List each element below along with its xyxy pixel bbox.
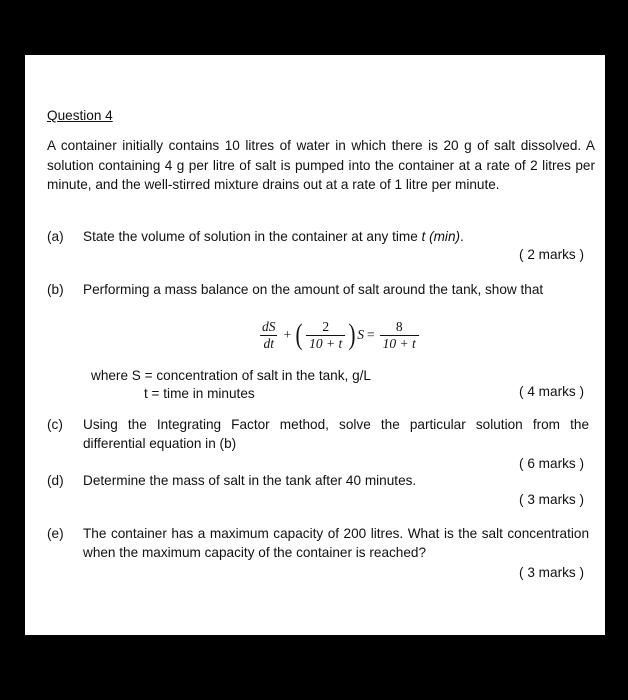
part-e-text: The container has a maximum capacity of 200 litres. What is the salt concentration when the maximum capacity of the container is reached? [83,526,589,560]
part-a-text-italic: t (min) [421,229,461,244]
part-c-text: Using the Integrating Factor method, solve the particular solution from the differential equation in (b) [83,417,589,451]
eq-lhs-numerator: dS [262,318,276,334]
question-sheet [25,55,605,635]
eq-right-paren: ) [348,318,356,351]
mass-balance-equation [257,312,421,358]
question-heading: Question 4 [47,108,113,123]
eq-coefficient [306,319,345,352]
part-b-where-line-2: t = time in minutes [144,386,255,401]
part-b-where-line-1: where S = concentration of salt in the tank, g/L [91,368,371,383]
eq-derivative [259,319,279,352]
eq-rhs [380,319,419,352]
eq-coef-denominator: 10 + t [306,335,345,352]
eq-lhs-denominator: dt [260,335,277,352]
eq-equals: = [367,327,375,342]
part-d-marks: ( 3 marks ) [519,492,584,507]
part-c-marks: ( 6 marks ) [519,456,584,471]
part-d-text: Determine the mass of salt in the tank after 40 minutes. [83,473,417,488]
part-a-text-main: State the volume of solution in the container at any time [83,229,422,244]
part-c-letter: (c) [47,417,63,432]
eq-rhs-numerator: 8 [395,318,403,334]
part-a-letter: (a) [47,229,64,244]
part-a-marks: ( 2 marks ) [519,247,584,262]
eq-coef-numerator: 2 [322,318,330,334]
part-b-letter: (b) [47,282,64,297]
eq-left-paren: ( [295,318,303,351]
eq-variable: S [357,327,364,342]
part-e-marks: ( 3 marks ) [519,565,584,580]
eq-plus: + [283,327,292,342]
question-intro: A container initially contains 10 litres of water in which there is 20 g of salt dissolved. A solution containing 4 g per litre of salt is pumped into the container at a rate of 2 litres per minute, and the well-stirred mixture drains out at a rate of 1 litre per minute. [47,138,595,192]
part-b-text: Performing a mass balance on the amount of salt around the tank, show that [83,282,544,297]
eq-rhs-denominator: 10 + t [380,335,419,352]
part-e-letter: (e) [47,526,64,541]
part-a-text [83,227,464,246]
part-a-text-end: . [460,229,464,244]
part-b-marks: ( 4 marks ) [519,384,584,399]
part-d-letter: (d) [47,473,64,488]
